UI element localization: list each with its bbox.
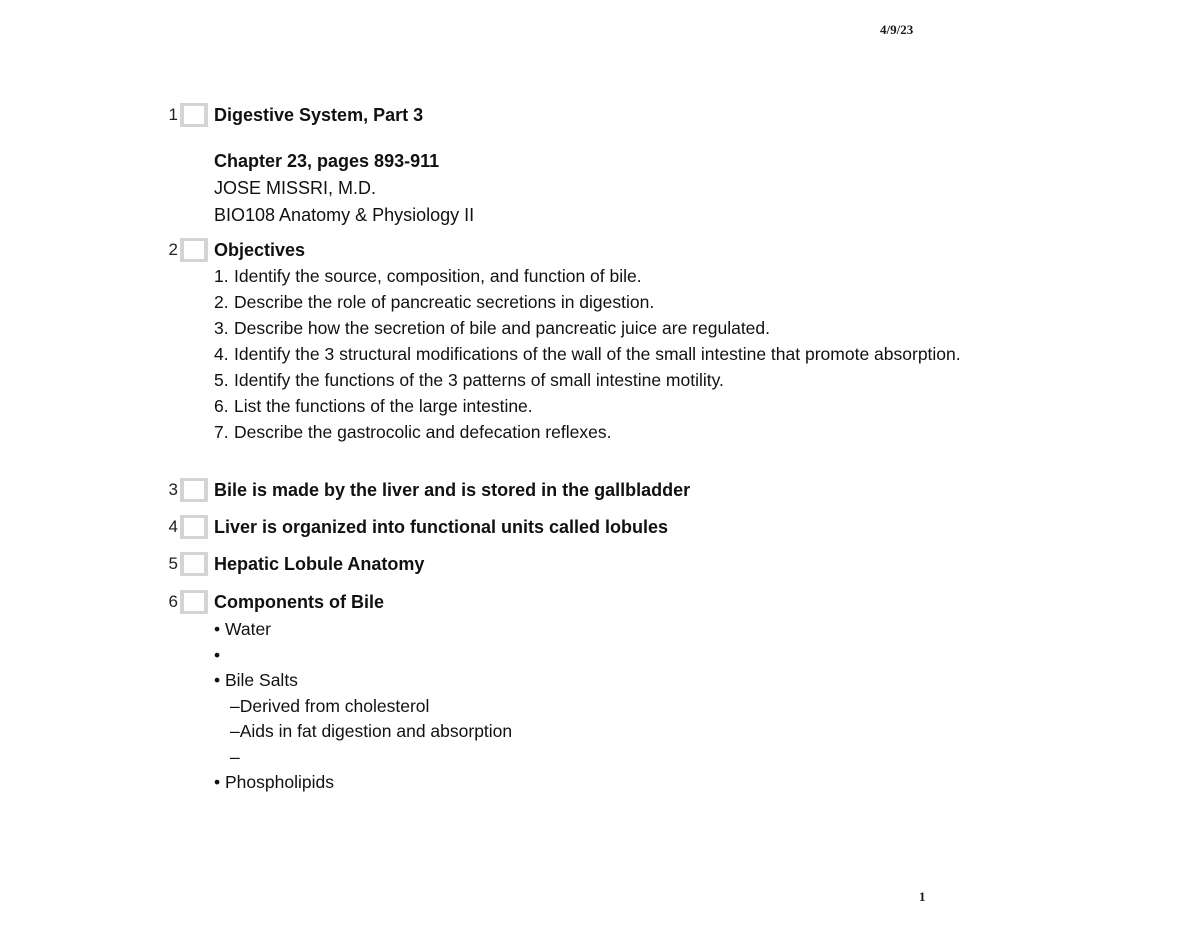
author-line: JOSE MISSRI, M.D.: [214, 178, 377, 198]
list-item: 5. Identify the functions of the 3 patterns of small intestine motility.: [214, 370, 724, 390]
list-item: • Phospholipids: [214, 772, 334, 792]
bile-components-list: [214, 617, 994, 796]
slide-thumbnail-box: [180, 552, 208, 576]
slide-content: [214, 590, 994, 796]
slide-title: Hepatic Lobule Anatomy: [214, 554, 425, 574]
slide-thumbnail-box: [180, 478, 208, 502]
slide-title: Bile is made by the liver and is stored in the gallbladder: [214, 480, 691, 500]
list-item: 1. Identify the source, composition, and function of bile.: [214, 266, 642, 286]
sub-list-item: –Derived from cholesterol: [230, 695, 430, 716]
slide-thumbnail-box: [180, 103, 208, 127]
slide-title: Components of Bile: [214, 592, 384, 612]
objectives-list: [214, 265, 994, 444]
slide-content: [214, 238, 994, 447]
list-item: 3. Describe how the secretion of bile and pancreatic juice are regulated.: [214, 318, 771, 338]
slide-number: 2: [168, 240, 178, 259]
slide-content: [214, 552, 994, 576]
chapter-line: Chapter 23, pages 893-911: [214, 151, 440, 171]
slide-number: 4: [168, 517, 178, 536]
slide-number: 5: [168, 554, 178, 573]
list-item: 7. Describe the gastrocolic and defecation reflexes.: [214, 422, 612, 442]
slide-number: 6: [168, 592, 178, 611]
slide-title: Objectives: [214, 240, 306, 260]
slide-thumbnail-box: [180, 515, 208, 539]
slide-content: [214, 103, 994, 229]
list-item: 6. List the functions of the large intestine.: [214, 396, 533, 416]
sub-list-item: –Aids in fat digestion and absorption: [230, 721, 513, 741]
slide-number: 1: [168, 105, 178, 124]
list-item: 4. Identify the 3 structural modifications of the wall of the small intestine that promote absorption.: [214, 344, 961, 364]
slide-thumbnail-box: [180, 590, 208, 614]
slide-title: Digestive System, Part 3: [214, 105, 424, 125]
slide-number: 3: [168, 480, 178, 499]
sub-list-item: –: [230, 746, 240, 767]
slide-content: [214, 478, 994, 502]
course-line: BIO108 Anatomy & Physiology II: [214, 205, 475, 225]
slide-content: [214, 515, 994, 539]
page-number: 1: [919, 889, 926, 904]
list-item: 2. Describe the role of pancreatic secretions in digestion.: [214, 292, 655, 312]
list-item: • Water: [214, 619, 272, 639]
list-item: •: [214, 644, 221, 665]
slide-thumbnail-box: [180, 238, 208, 262]
slide-title: Liver is organized into functional units called lobules: [214, 517, 669, 537]
header-date: 4/9/23: [880, 22, 914, 37]
list-item: • Bile Salts: [214, 670, 298, 690]
